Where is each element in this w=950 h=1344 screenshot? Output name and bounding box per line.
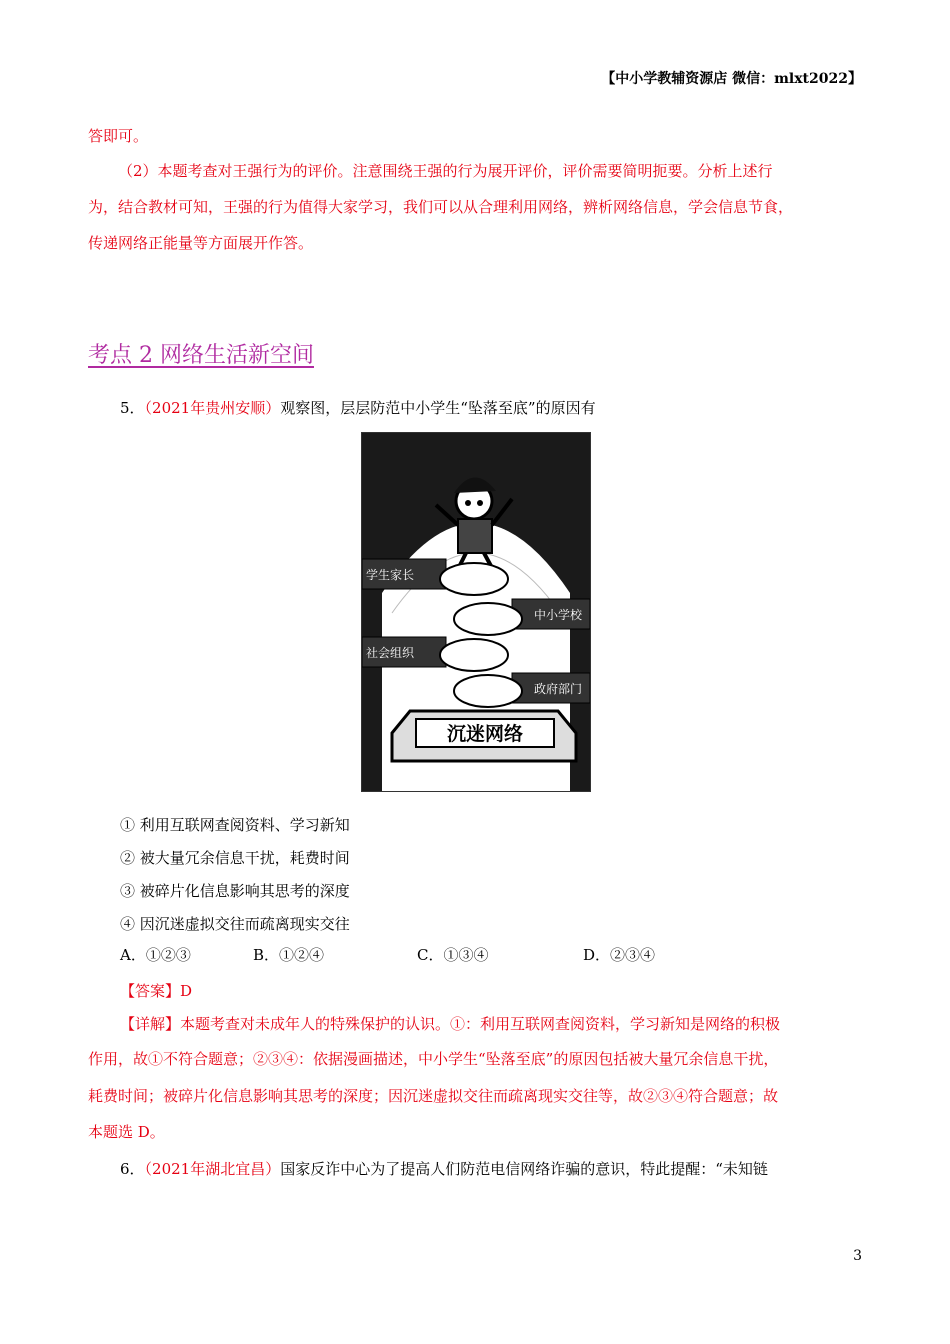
question-5-stem [120,397,596,418]
detail-text-1: 本题考查对未成年人的特殊保护的认识。①：利用互联网查阅资料，学习新知是网络的积极 [180,1015,781,1033]
question-number: 6． [120,1160,145,1178]
cartoon-label-parents: 学生家长 [366,568,415,582]
cartoon-label-schools: 中小学校 [534,608,583,622]
choice-c: C．①③④ [417,946,489,964]
detail-line4: 本题选 D。 [88,1123,165,1141]
detail-label: 【详解】 [120,1015,181,1033]
option-1: ① 利用互联网查阅资料、学习新知 [120,816,350,834]
cartoon-label-government: 政府部门 [534,682,583,696]
option-3: ③ 被碎片化信息影响其思考的深度 [120,882,350,900]
choice-b: B．①②④ [253,946,325,964]
prev-answer-line4: 传递网络正能量等方面展开作答。 [88,234,314,252]
option-2: ② 被大量冗余信息干扰，耗费时间 [120,849,350,867]
section-title: 考点 2 网络生活新空间 [88,343,314,368]
question-source: （2021年湖北宜昌） [144,1160,281,1178]
detail-line1 [120,1008,864,1041]
prev-answer-line3: 为，结合教材可知，王强的行为值得大家学习，我们可以从合理利用网络，辨析网络信息，学会信息节食， [88,198,794,216]
detail-line3: 耗费时间；被碎片化信息影响其思考的深度；因沉迷虚拟交往而疏离现实交往等，故②③④符合题意；故 [88,1087,779,1105]
phone-text: 沉迷网络 [446,723,524,745]
cartoon-label-social-orgs: 社会组织 [366,646,415,660]
choice-a: A．①②③ [120,946,191,964]
answer-choices [120,944,655,965]
question-number: 5． [120,399,145,417]
cartoon-image [361,432,591,792]
header-source: 【中小学教辅资源店 微信：mlxt2022】 [601,71,862,87]
prev-answer-line1: 答即可。 [88,127,149,145]
choice-d: D．②③④ [583,946,656,964]
detail-line2: 作用，故①不符合题意；②③④：依据漫画描述，中小学生“坠落至底”的原因包括被大量冗余信息干扰， [88,1050,779,1068]
option-4: ④ 因沉迷虚拟交往而疏离现实交往 [120,915,350,933]
question-6-stem [120,1158,768,1179]
question-text: 国家反诈中心为了提高人们防范电信网络诈骗的意识，特此提醒：“未知链 [280,1160,768,1178]
page-number: 3 [853,1248,862,1264]
question-source: （2021年贵州安顺） [144,399,281,417]
question-text: 观察图，层层防范中小学生“坠落至底”的原因有 [280,399,596,417]
prev-answer-line2: （2）本题考查对王强行为的评价。注意围绕王强的行为展开评价，评价需要简明扼要。分析上述行 [118,162,773,180]
answer-line: 【答案】D [120,982,193,1000]
